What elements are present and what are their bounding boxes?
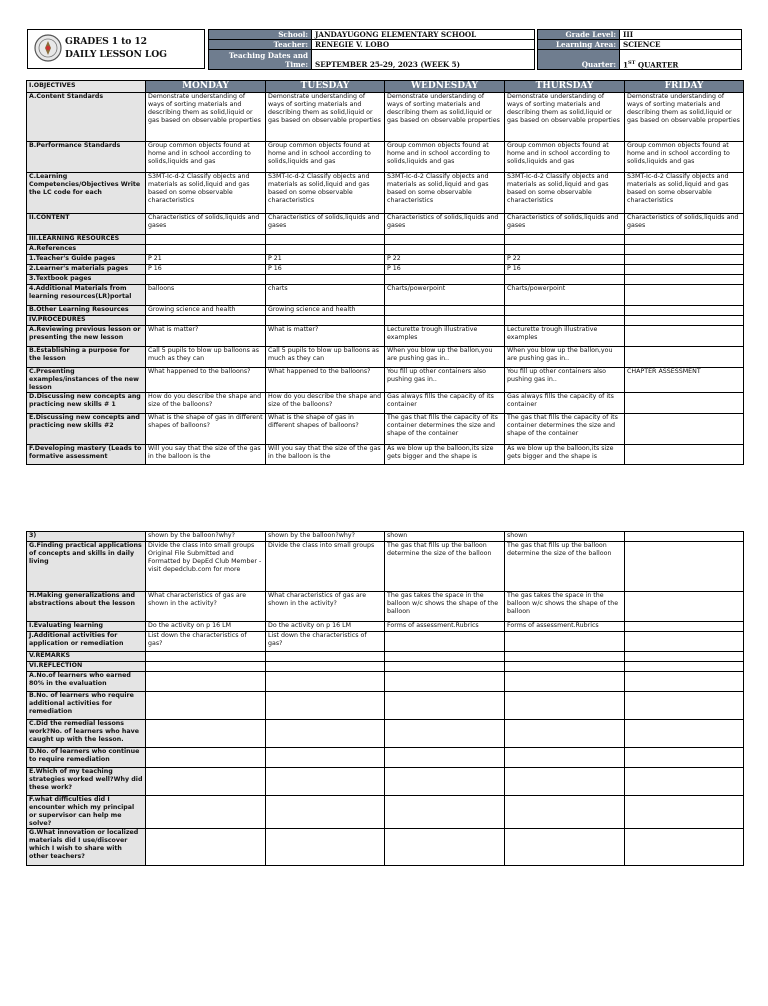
- day-cell-monday: balloons: [146, 285, 266, 306]
- day-cell-tuesday: What is the shape of gas in different shapes of balloons?: [266, 414, 385, 445]
- row-label: I.Evaluating learning: [27, 622, 146, 632]
- row-label: 4.Additional Materials from learning resources(LR)portal: [27, 285, 146, 306]
- day-cell-monday: Do the activity on p 16 LM: [146, 622, 266, 632]
- row-label: E.Discussing new concepts and practicing new skills #2: [27, 414, 146, 445]
- day-cell-tuesday: [266, 662, 385, 672]
- day-cell-friday: [625, 265, 744, 275]
- day-cell-wednesday: [385, 748, 505, 768]
- day-cell-friday: [625, 414, 744, 445]
- lesson-row: [27, 768, 744, 796]
- day-cell-thursday: [505, 796, 625, 829]
- lesson-log-table-page1: [26, 80, 744, 465]
- day-cell-wednesday: [385, 672, 505, 692]
- day-cell-monday: Call 5 pupils to blow up balloons as much as they can: [146, 347, 266, 368]
- title-grades: GRADES 1 to 12: [65, 36, 147, 47]
- day-cell-tuesday: [266, 672, 385, 692]
- day-cell-friday: [625, 632, 744, 652]
- day-cell-monday: P 21: [146, 255, 266, 265]
- day-cell-thursday: Gas always fills the capacity of its container: [505, 393, 625, 414]
- day-cell-monday: [146, 316, 266, 326]
- day-cell-tuesday: [266, 245, 385, 255]
- lesson-row: [27, 368, 744, 393]
- day-cell-friday: [625, 692, 744, 720]
- day-cell-wednesday: S3MT-Ic-d-2 Classify objects and materials as solid,liquid and gas based on some observable characteristics: [385, 173, 505, 214]
- day-cell-wednesday: The gas takes the space in the balloon w/c shows the shape of the balloon: [385, 592, 505, 622]
- lesson-row: [27, 532, 744, 542]
- quarter-value: [620, 50, 742, 70]
- lesson-row: [27, 445, 744, 465]
- class-info-table: [537, 29, 742, 70]
- day-cell-tuesday: [266, 748, 385, 768]
- day-cell-wednesday: [385, 632, 505, 652]
- school-info-table: [208, 29, 535, 70]
- day-cell-thursday: The gas takes the space in the balloon w/c shows the shape of the balloon: [505, 592, 625, 622]
- lesson-row: [27, 214, 744, 235]
- day-cell-friday: [625, 748, 744, 768]
- day-cell-monday: [146, 829, 266, 866]
- day-cell-thursday: [505, 632, 625, 652]
- day-cell-thursday: You fill up other containers also pushing gas in..: [505, 368, 625, 393]
- day-cell-friday: [625, 285, 744, 306]
- day-cell-friday: [625, 255, 744, 265]
- lesson-row: [27, 796, 744, 829]
- row-label: C.Did the remedial lessons work?No. of learners who have caught up with the lesson.: [27, 720, 146, 748]
- day-cell-friday: S3MT-Ic-d-2 Classify objects and materials as solid,liquid and gas based on some observable characteristics: [625, 173, 744, 214]
- day-cell-friday: [625, 245, 744, 255]
- school-label: School:: [209, 30, 312, 40]
- day-cell-thursday: shown: [505, 532, 625, 542]
- day-cell-wednesday: Lecturette trough illustrative examples: [385, 326, 505, 347]
- lesson-row: [27, 720, 744, 748]
- day-cell-tuesday: [266, 720, 385, 748]
- day-cell-thursday: [505, 672, 625, 692]
- row-label: J.Additional activities for application or remediation: [27, 632, 146, 652]
- day-cell-wednesday: Group common objects found at home and in school according to solids,liquids and gas: [385, 142, 505, 173]
- day-cell-thursday: Characteristics of solids,liquids and gases: [505, 214, 625, 235]
- row-label: A.Reviewing previous lesson or presenting the new lesson: [27, 326, 146, 347]
- row-label: D.Discussing new concepts ang practicing new skills # 1: [27, 393, 146, 414]
- day-cell-thursday: [505, 829, 625, 866]
- day-cell-wednesday: As we blow up the balloon,its size gets bigger and the shape is: [385, 445, 505, 465]
- day-header-monday: MONDAY: [146, 81, 266, 93]
- day-cell-wednesday: [385, 796, 505, 829]
- day-cell-friday: [625, 542, 744, 592]
- day-cell-thursday: Demonstrate understanding of ways of sorting materials and describing them as solid,liquid or gas based on observable properties: [505, 93, 625, 142]
- day-cell-monday: [146, 235, 266, 245]
- day-cell-monday: [146, 652, 266, 662]
- day-cell-wednesday: [385, 245, 505, 255]
- day-cell-tuesday: Group common objects found at home and in school according to solids,liquids and gas: [266, 142, 385, 173]
- day-cell-friday: [625, 532, 744, 542]
- row-label: A.No.of learners who earned 80% in the evaluation: [27, 672, 146, 692]
- day-cell-thursday: [505, 768, 625, 796]
- day-cell-thursday: [505, 748, 625, 768]
- row-label: F.what difficulties did I encounter which my principal or supervisor can help me solve?: [27, 796, 146, 829]
- lesson-log-table-page2: [26, 531, 744, 866]
- lesson-row: [27, 326, 744, 347]
- day-cell-tuesday: What happened to the balloons?: [266, 368, 385, 393]
- day-cell-friday: Group common objects found at home and in school according to solids,liquids and gas: [625, 142, 744, 173]
- day-cell-tuesday: Demonstrate understanding of ways of sorting materials and describing them as solid,liquid or gas based on observable properties: [266, 93, 385, 142]
- day-cell-wednesday: [385, 306, 505, 316]
- day-header-tuesday: TUESDAY: [266, 81, 385, 93]
- row-label: 2.Learner's materials pages: [27, 265, 146, 275]
- day-cell-friday: [625, 768, 744, 796]
- day-cell-wednesday: shown: [385, 532, 505, 542]
- day-cell-wednesday: [385, 692, 505, 720]
- day-cell-monday: Growing science and health: [146, 306, 266, 316]
- day-cell-wednesday: [385, 652, 505, 662]
- day-cell-friday: [625, 316, 744, 326]
- day-cell-wednesday: Charts/powerpoint: [385, 285, 505, 306]
- row-label: G.What innovation or localized materials did I use/discover which I wish to share with other teachers?: [27, 829, 146, 866]
- day-cell-thursday: [505, 235, 625, 245]
- day-cell-friday: [625, 347, 744, 368]
- day-cell-monday: Demonstrate understanding of ways of sorting materials and describing them as solid,liquid or gas based on observable properties: [146, 93, 266, 142]
- teacher-label: Teacher:: [209, 40, 312, 50]
- quarter-label: Quarter:: [538, 50, 620, 70]
- day-cell-tuesday: charts: [266, 285, 385, 306]
- document-title-box: [27, 29, 205, 69]
- day-cell-monday: What is the shape of gas in different shapes of balloons?: [146, 414, 266, 445]
- lesson-row: [27, 93, 744, 142]
- day-cell-monday: List down the characteristics of gas?: [146, 632, 266, 652]
- day-cell-tuesday: Divide the class into small groups: [266, 542, 385, 592]
- day-cell-thursday: As we blow up the balloon,its size gets bigger and the shape is: [505, 445, 625, 465]
- day-cell-wednesday: P 22: [385, 255, 505, 265]
- day-cell-tuesday: List down the characteristics of gas?: [266, 632, 385, 652]
- quarter-num: 1: [623, 60, 629, 69]
- day-cell-friday: [625, 652, 744, 662]
- day-cell-wednesday: [385, 720, 505, 748]
- row-label: B.Other Learning Resources: [27, 306, 146, 316]
- lesson-row: [27, 592, 744, 622]
- day-cell-wednesday: [385, 662, 505, 672]
- day-cell-monday: shown by the balloon?why?: [146, 532, 266, 542]
- row-label: IV.PROCEDURES: [27, 316, 146, 326]
- day-cell-tuesday: Call 5 pupils to blow up balloons as much as they can: [266, 347, 385, 368]
- day-cell-wednesday: The gas that fills the capacity of its container determines the size and shape of the container: [385, 414, 505, 445]
- day-cell-tuesday: Characteristics of solids,liquids and gases: [266, 214, 385, 235]
- day-cell-friday: Demonstrate understanding of ways of sorting materials and describing them as solid,liquid or gas based on observable properties: [625, 93, 744, 142]
- day-header-thursday: THURSDAY: [505, 81, 625, 93]
- row-label: A.Content Standards: [27, 93, 146, 142]
- lesson-row: [27, 829, 744, 866]
- day-cell-tuesday: What characteristics of gas are shown in the activity?: [266, 592, 385, 622]
- lesson-row: [27, 265, 744, 275]
- day-cell-monday: Characteristics of solids,liquids and gases: [146, 214, 266, 235]
- day-cell-tuesday: Will you say that the size of the gas in the balloon is the: [266, 445, 385, 465]
- dates-label-line2: Time:: [285, 59, 308, 69]
- day-cell-monday: [146, 720, 266, 748]
- day-cell-monday: S3MT-Ic-d-2 Classify objects and materials as solid,liquid and gas based on some observable characteristics: [146, 173, 266, 214]
- day-cell-monday: [146, 275, 266, 285]
- day-cell-monday: [146, 662, 266, 672]
- day-cell-friday: [625, 235, 744, 245]
- day-cell-tuesday: Growing science and health: [266, 306, 385, 316]
- day-cell-thursday: P 22: [505, 255, 625, 265]
- grade-value: III: [620, 30, 742, 40]
- lesson-row: [27, 393, 744, 414]
- day-cell-thursday: P 16: [505, 265, 625, 275]
- lesson-row: [27, 414, 744, 445]
- lesson-row: [27, 285, 744, 306]
- row-label: B.No. of learners who require additional activities for remediation: [27, 692, 146, 720]
- day-cell-tuesday: [266, 692, 385, 720]
- row-label: A.References: [27, 245, 146, 255]
- day-cell-monday: [146, 768, 266, 796]
- day-cell-thursday: [505, 306, 625, 316]
- row-label: VI.REFLECTION: [27, 662, 146, 672]
- lesson-row: [27, 662, 744, 672]
- row-label: B.Performance Standards: [27, 142, 146, 173]
- day-cell-wednesday: P 16: [385, 265, 505, 275]
- day-cell-tuesday: [266, 316, 385, 326]
- day-header-wednesday: WEDNESDAY: [385, 81, 505, 93]
- day-cell-wednesday: [385, 829, 505, 866]
- row-label: H.Making generalizations and abstractions about the lesson: [27, 592, 146, 622]
- day-cell-monday: [146, 748, 266, 768]
- area-label: Learning Area:: [538, 40, 620, 50]
- dates-label-line1: Teaching Dates and: [228, 50, 308, 60]
- lesson-row: [27, 622, 744, 632]
- lesson-row: [27, 542, 744, 592]
- grade-label: Grade Level:: [538, 30, 620, 40]
- row-label: B.Establishing a purpose for the lesson: [27, 347, 146, 368]
- lesson-row: [27, 306, 744, 316]
- day-cell-tuesday: [266, 768, 385, 796]
- day-cell-friday: [625, 275, 744, 285]
- day-cell-monday: Divide the class into small groups Original File Submitted and Formatted by DepEd Club Member - visit depedclub.com for more: [146, 542, 266, 592]
- day-cell-wednesday: Demonstrate understanding of ways of sorting materials and describing them as solid,liquid or gas based on observable properties: [385, 93, 505, 142]
- lesson-row: [27, 692, 744, 720]
- teacher-value: RENEGIE V. LOBO: [312, 40, 535, 50]
- day-cell-tuesday: [266, 829, 385, 866]
- school-value: JANDAYUGONG ELEMENTARY SCHOOL: [312, 30, 535, 40]
- day-cell-tuesday: [266, 652, 385, 662]
- row-label: 3.Textbook pages: [27, 275, 146, 285]
- day-cell-monday: Will you say that the size of the gas in the balloon is the: [146, 445, 266, 465]
- day-cell-monday: [146, 672, 266, 692]
- quarter-text: QUARTER: [635, 60, 679, 69]
- day-cell-friday: Characteristics of solids,liquids and gases: [625, 214, 744, 235]
- day-cell-friday: [625, 326, 744, 347]
- day-cell-friday: [625, 672, 744, 692]
- lesson-row: [27, 275, 744, 285]
- lesson-row: [27, 235, 744, 245]
- deped-seal-icon: [34, 33, 62, 65]
- row-label: E.Which of my teaching strategies worked well?Why did these work?: [27, 768, 146, 796]
- day-cell-friday: [625, 306, 744, 316]
- day-cell-tuesday: How do you describe the shape and size of the balloons?: [266, 393, 385, 414]
- day-cell-wednesday: Forms of assessment.Rubrics: [385, 622, 505, 632]
- day-cell-thursday: [505, 662, 625, 672]
- row-label: D.No. of learners who continue to require remediation: [27, 748, 146, 768]
- day-cell-tuesday: P 21: [266, 255, 385, 265]
- day-cell-thursday: [505, 275, 625, 285]
- day-cell-monday: What happened to the balloons?: [146, 368, 266, 393]
- day-cell-thursday: Forms of assessment.Rubrics: [505, 622, 625, 632]
- day-cell-tuesday: What is matter?: [266, 326, 385, 347]
- day-header-friday: FRIDAY: [625, 81, 744, 93]
- row-label: V.REMARKS: [27, 652, 146, 662]
- day-cell-wednesday: [385, 316, 505, 326]
- lesson-row: [27, 255, 744, 265]
- day-cell-thursday: The gas that fills up the balloon determine the size of the balloon: [505, 542, 625, 592]
- day-cell-friday: [625, 796, 744, 829]
- day-cell-friday: [625, 662, 744, 672]
- day-cell-friday: [625, 622, 744, 632]
- day-cell-thursday: Lecturette trough illustrative examples: [505, 326, 625, 347]
- day-cell-wednesday: You fill up other containers also pushing gas in..: [385, 368, 505, 393]
- day-cell-tuesday: [266, 275, 385, 285]
- day-cell-friday: CHAPTER ASSESSMENT: [625, 368, 744, 393]
- row-label: G.Finding practical applications of concepts and skills in daily living: [27, 542, 146, 592]
- day-cell-wednesday: Gas always fills the capacity of its container: [385, 393, 505, 414]
- day-cell-monday: How do you describe the shape and size of the balloons?: [146, 393, 266, 414]
- dates-label: [209, 50, 312, 70]
- title-daily-lesson-log: DAILY LESSON LOG: [65, 49, 167, 60]
- day-cell-wednesday: [385, 768, 505, 796]
- day-cell-thursday: When you blow up the ballon,you are pushing gas in..: [505, 347, 625, 368]
- day-cell-friday: [625, 592, 744, 622]
- row-label: C.Presenting examples/instances of the new lesson: [27, 368, 146, 393]
- day-cell-monday: [146, 692, 266, 720]
- day-cell-monday: [146, 796, 266, 829]
- day-cell-friday: [625, 445, 744, 465]
- day-cell-thursday: [505, 720, 625, 748]
- day-cell-thursday: S3MT-Ic-d-2 Classify objects and materials as solid,liquid and gas based on some observable characteristics: [505, 173, 625, 214]
- day-cell-wednesday: [385, 235, 505, 245]
- day-cell-wednesday: The gas that fills up the balloon determine the size of the balloon: [385, 542, 505, 592]
- day-cell-tuesday: shown by the balloon?why?: [266, 532, 385, 542]
- day-cell-friday: [625, 720, 744, 748]
- lesson-row: [27, 173, 744, 214]
- lesson-row: [27, 652, 744, 662]
- lesson-row: [27, 142, 744, 173]
- lesson-row: [27, 316, 744, 326]
- day-cell-thursday: Group common objects found at home and in school according to solids,liquids and gas: [505, 142, 625, 173]
- lesson-row: [27, 672, 744, 692]
- day-cell-wednesday: Characteristics of solids,liquids and gases: [385, 214, 505, 235]
- day-cell-wednesday: [385, 275, 505, 285]
- day-cell-thursday: [505, 692, 625, 720]
- row-label: 1.Teacher's Guide pages: [27, 255, 146, 265]
- day-cell-thursday: [505, 245, 625, 255]
- day-cell-tuesday: [266, 235, 385, 245]
- lesson-row: [27, 245, 744, 255]
- lesson-row: [27, 748, 744, 768]
- day-cell-thursday: The gas that fills the capacity of its container determines the size and shape of the container: [505, 414, 625, 445]
- day-cell-monday: [146, 245, 266, 255]
- day-cell-tuesday: [266, 796, 385, 829]
- day-cell-thursday: [505, 652, 625, 662]
- day-cell-friday: [625, 393, 744, 414]
- day-cell-monday: What characteristics of gas are shown in the activity?: [146, 592, 266, 622]
- quarter-sup: ST: [628, 59, 636, 66]
- day-cell-thursday: [505, 316, 625, 326]
- row-label: II.CONTENT: [27, 214, 146, 235]
- row-label: 3): [27, 532, 146, 542]
- day-cell-tuesday: S3MT-Ic-d-2 Classify objects and materials as solid,liquid and gas based on some observable characteristics: [266, 173, 385, 214]
- row-label: III.LEARNING RESOURCES: [27, 235, 146, 245]
- day-cell-monday: What is matter?: [146, 326, 266, 347]
- day-cell-friday: [625, 829, 744, 866]
- lesson-row: [27, 347, 744, 368]
- day-cell-wednesday: When you blow up the ballon,you are pushing gas in..: [385, 347, 505, 368]
- lesson-row: [27, 632, 744, 652]
- day-cell-monday: Group common objects found at home and in school according to solids,liquids and gas: [146, 142, 266, 173]
- day-cell-tuesday: P 16: [266, 265, 385, 275]
- area-value: SCIENCE: [620, 40, 742, 50]
- day-cell-tuesday: Do the activity on p 16 LM: [266, 622, 385, 632]
- row-label: F.Developing mastery (Leads to formative assessment: [27, 445, 146, 465]
- row-label: C.Learning Competencies/Objectives Write the LC code for each: [27, 173, 146, 214]
- dates-value: SEPTEMBER 25-29, 2023 (WEEK 5): [312, 50, 535, 70]
- day-cell-thursday: Charts/powerpoint: [505, 285, 625, 306]
- objectives-heading: I.OBJECTIVES: [27, 81, 146, 93]
- day-cell-monday: P 16: [146, 265, 266, 275]
